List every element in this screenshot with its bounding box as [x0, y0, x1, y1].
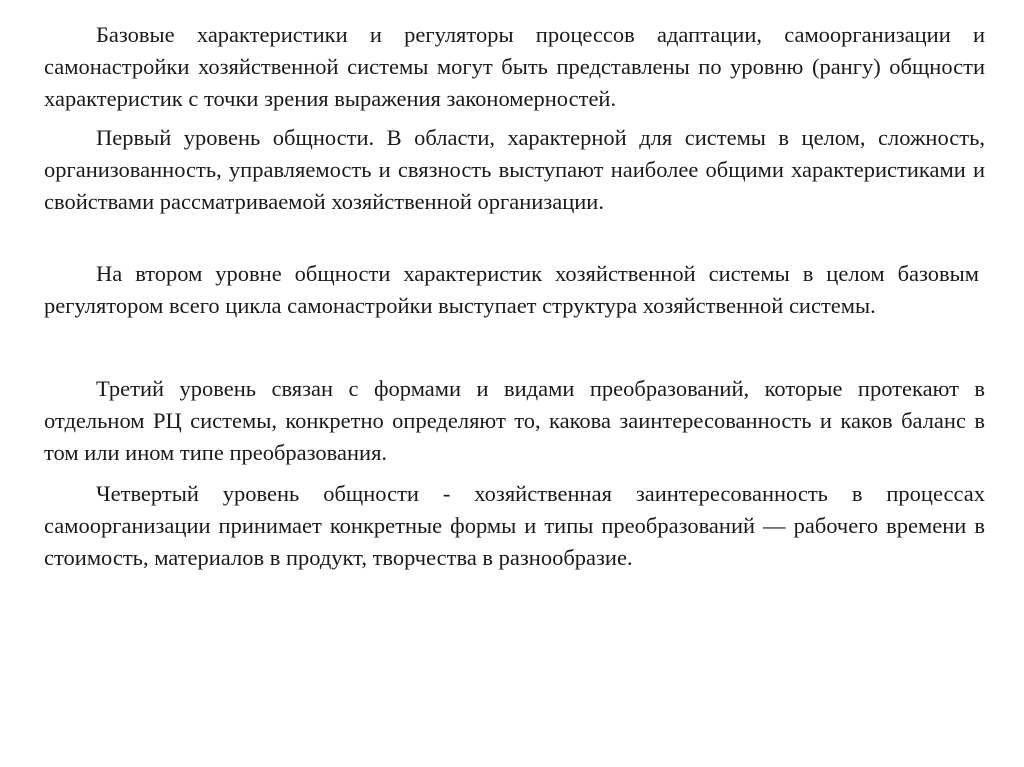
paragraph-level-two: На втором уровне общности характеристик хозяйственной системы в целом базовым регулятором всего цикла самонастройки выступает структура хозяйственной системы.: [44, 261, 979, 318]
paragraph-level-one: Первый уровень общности. В области, характерной для системы в целом, сложность, организованность, управляемость и связность выступают наиболее общими характеристиками и свойствами рассматриваемой хозяйственной организации.: [44, 125, 985, 214]
paragraph-level-four: Четвертый уровень общности - хозяйственная заинтересованность в процессах самоорганизации принимает конкретные формы и типы преобразований — рабочего времени в стоимость, материалов в продукт, творчества в разнообразие.: [44, 481, 985, 570]
paragraph-level-three: Третий уровень связан с формами и видами преобразований, которые протекают в отдельном РЦ системы, конкретно определяют то, какова заинтересованность и каков баланс в том или ином типе преобразования.: [44, 376, 985, 465]
paragraph-intro: Базовые характеристики и регуляторы процессов адаптации, самоорганизации и самонастройки хозяйственной системы могут быть представлены по уровню (рангу) общности характеристик с точки зрения выражения закономерностей.: [44, 22, 985, 111]
